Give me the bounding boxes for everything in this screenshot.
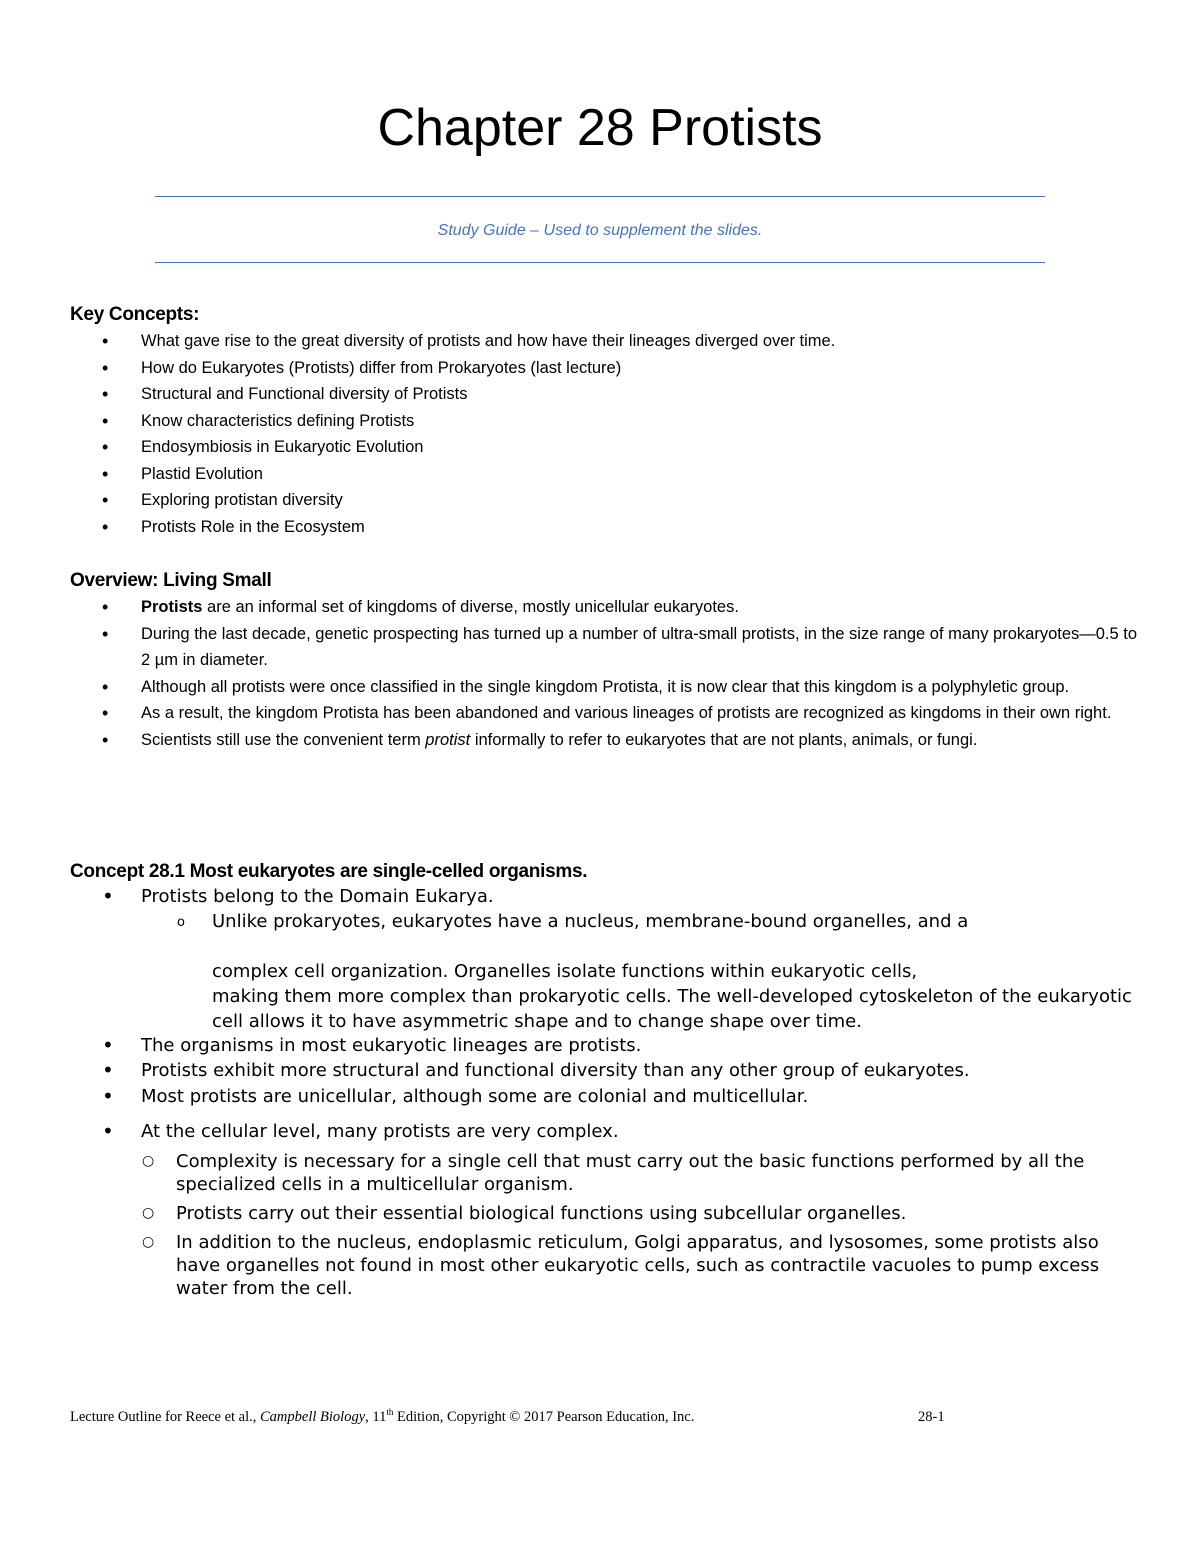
- key-concepts-section: [70, 302, 1140, 540]
- list-item: • Most protists are unicellular, although some are colonial and multicellular.: [70, 1085, 1140, 1109]
- key-concepts-heading: Key Concepts:: [70, 304, 200, 325]
- list-item: • Scientists still use the convenient term protist informally to refer to eukaryotes that are not plants, animals, or fungi.: [70, 727, 1140, 754]
- overview-section: [70, 568, 1140, 753]
- list-item: • Plastid Evolution: [70, 461, 1140, 488]
- list-item: • How do Eukaryotes (Protists) differ from Prokaryotes (last lecture): [70, 355, 1140, 382]
- sub-list-item: ○ Complexity is necessary for a single cell that must carry out the basic functions performed by all the specialized cells in a multicellular organism.: [70, 1150, 1140, 1196]
- concept-section: [70, 859, 1140, 1300]
- overview-heading: Overview: Living Small: [70, 570, 272, 591]
- list-item: • Protists are an informal set of kingdoms of diverse, mostly unicellular eukaryotes.: [70, 594, 1140, 621]
- protists-term: Protists: [141, 598, 203, 616]
- page-title: Chapter 28 Protists: [377, 99, 823, 157]
- book-title: Campbell Biology: [260, 1409, 366, 1425]
- list-item: • The organisms in most eukaryotic lineages are protists.: [70, 1034, 1140, 1058]
- list-item: • As a result, the kingdom Protista has been abandoned and various lineages of protists are recognized as kingdoms in their own right.: [70, 700, 1140, 727]
- list-item: • Although all protists were once classified in the single kingdom Protista, it is now clear that this kingdom is a polyphyletic group.: [70, 674, 1140, 701]
- list-item: • Protists belong to the Domain Eukarya.: [70, 885, 1140, 909]
- concept-heading: Concept 28.1 Most eukaryotes are single-celled organisms.: [70, 861, 588, 882]
- overview-list: [70, 594, 1140, 753]
- list-item: • Endosymbiosis in Eukaryotic Evolution: [70, 434, 1140, 461]
- list-item: • During the last decade, genetic prospecting has turned up a number of ultra-small protists, in the size range of many prokaryotes—0.5 to 2 µm in diameter.: [70, 621, 1140, 674]
- sub-list-item: ○ In addition to the nucleus, endoplasmic reticulum, Golgi apparatus, and lysosomes, some protists also have organelles not found in most other eukaryotic cells, such as contractile vacuoles to pump excess water from the cell.: [70, 1231, 1140, 1300]
- list-item: • Structural and Functional diversity of Protists: [70, 381, 1140, 408]
- page-number: 28-1: [918, 1409, 945, 1425]
- sub-list-item: ○ Protists carry out their essential biological functions using subcellular organelles.: [70, 1202, 1140, 1225]
- list-item: • Protists exhibit more structural and functional diversity than any other group of eukaryotes.: [70, 1059, 1140, 1083]
- title-divider-bottom: [155, 262, 1045, 263]
- list-item: • What gave rise to the great diversity of protists and how have their lineages diverged over time.: [70, 328, 1140, 355]
- list-item: • Know characteristics defining Protists: [70, 408, 1140, 435]
- sub-list-item: o Unlike prokaryotes, eukaryotes have a nucleus, membrane-bound organelles, and a complex cell organization. Organelles isolate functions within eukaryotic cells, making them more complex than prokaryotic cells. The well-developed cytoskeleton of the eukaryotic cell allows it to have asymmetric shape and to change shape over time.: [70, 909, 1140, 1035]
- page-footer: Lecture Outline for Reece et al., Campbell Biology, 11th Edition, Copyright © 2017 Pearson Education, Inc. 28-1: [70, 1407, 945, 1425]
- concept-list: [70, 885, 1140, 1300]
- list-item: • Protists Role in the Ecosystem: [70, 514, 1140, 541]
- key-concepts-list: [70, 328, 1140, 540]
- list-item: • At the cellular level, many protists are very complex.: [70, 1120, 1140, 1144]
- title-divider-top: [155, 196, 1045, 197]
- list-item: • Exploring protistan diversity: [70, 487, 1140, 514]
- page-subtitle: Study Guide – Used to supplement the slides.: [437, 222, 763, 239]
